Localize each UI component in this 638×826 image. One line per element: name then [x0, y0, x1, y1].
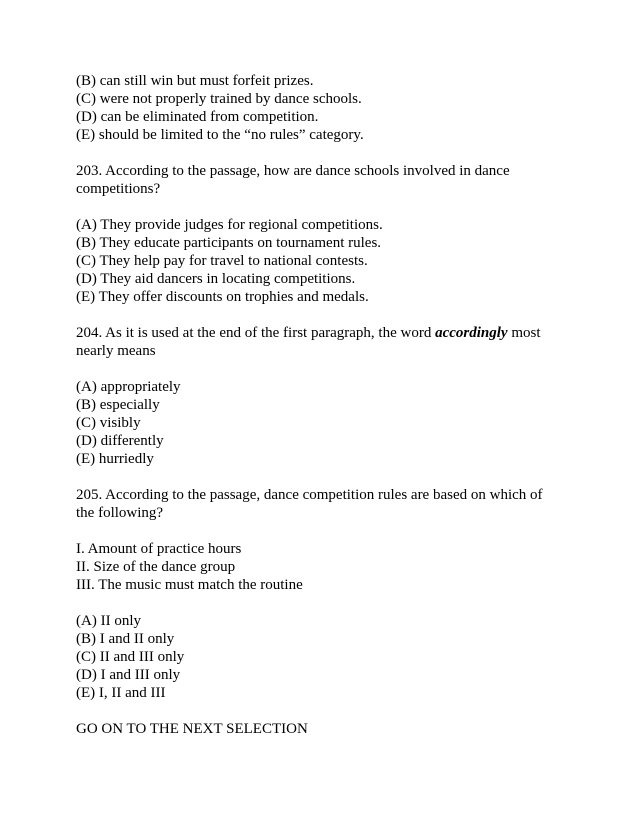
question-stem: 203. According to the passage, how are dance schools involved in dance	[76, 163, 510, 179]
emphasized-word: accordingly	[435, 325, 508, 341]
page-content	[76, 72, 576, 738]
option-c: (C) were not properly trained by dance schools.	[76, 91, 362, 107]
statement-i: I. Amount of practice hours	[76, 541, 242, 557]
spacer	[76, 522, 576, 540]
option-d: (D) I and III only	[76, 667, 181, 683]
question-stem-continued: nearly means	[76, 343, 156, 359]
option-d: (D) differently	[76, 433, 164, 449]
option-b: (B) They educate participants on tournament rules.	[76, 235, 382, 251]
option-e: (E) hurriedly	[76, 451, 154, 467]
option-b: (B) I and II only	[76, 631, 175, 647]
spacer	[76, 468, 576, 486]
option-a: (A) II only	[76, 613, 141, 629]
option-e: (E) I, II and III	[76, 685, 166, 701]
option-d: (D) They aid dancers in locating competitions.	[76, 271, 356, 287]
prev-question-options	[76, 72, 576, 144]
option-b: (B) can still win but must forfeit prizes.	[76, 73, 314, 89]
option-c: (C) They help pay for travel to national contests.	[76, 253, 368, 269]
question-205	[76, 486, 576, 702]
question-stem-continued: competitions?	[76, 181, 161, 197]
spacer	[76, 360, 576, 378]
next-selection-instruction: GO ON TO THE NEXT SELECTION	[76, 721, 308, 737]
option-d: (D) can be eliminated from competition.	[76, 109, 319, 125]
option-a: (A) appropriately	[76, 379, 181, 395]
question-204	[76, 324, 576, 468]
spacer	[76, 702, 576, 720]
stem-text-after: most	[507, 325, 541, 341]
spacer	[76, 144, 576, 162]
option-a: (A) They provide judges for regional competitions.	[76, 217, 383, 233]
question-stem	[76, 324, 576, 342]
option-c: (C) visibly	[76, 415, 141, 431]
statement-ii: II. Size of the dance group	[76, 559, 236, 575]
stem-text: 204. As it is used at the end of the first paragraph, the word	[76, 325, 436, 341]
option-e: (E) should be limited to the “no rules” category.	[76, 127, 364, 143]
statement-iii: III. The music must match the routine	[76, 577, 303, 593]
spacer	[76, 594, 576, 612]
option-b: (B) especially	[76, 397, 160, 413]
question-203	[76, 162, 576, 306]
option-c: (C) II and III only	[76, 649, 185, 665]
option-e: (E) They offer discounts on trophies and medals.	[76, 289, 369, 305]
spacer	[76, 198, 576, 216]
spacer	[76, 306, 576, 324]
question-stem: 205. According to the passage, dance competition rules are based on which of	[76, 487, 543, 503]
question-stem-continued: the following?	[76, 505, 164, 521]
